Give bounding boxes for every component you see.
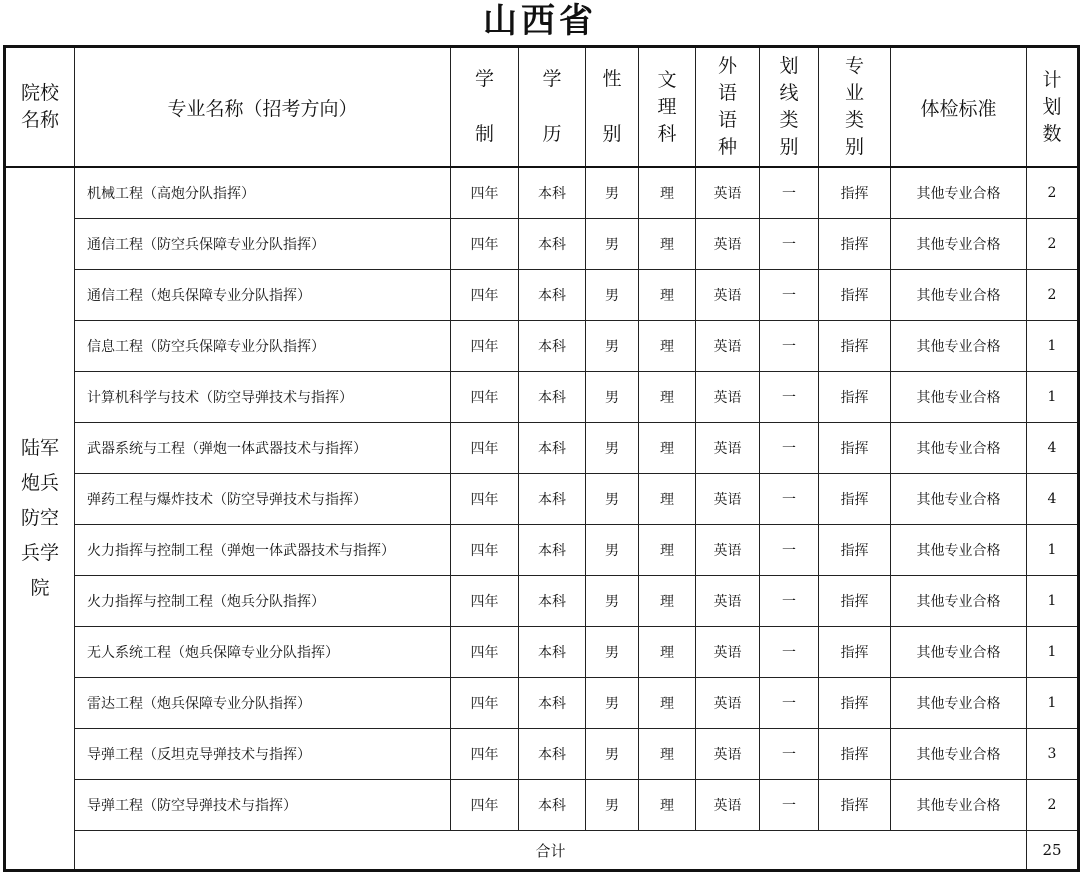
total-value: 25 [1027, 831, 1079, 871]
line-cell: 一 [760, 321, 819, 372]
category-cell: 指挥 [819, 678, 891, 729]
category-cell: 指挥 [819, 780, 891, 831]
table-row [5, 321, 1079, 372]
major-cell: 计算机科学与技术（防空导弹技术与指挥） [75, 372, 451, 423]
language-cell: 英语 [696, 780, 760, 831]
line-cell: 一 [760, 627, 819, 678]
language-cell: 英语 [696, 219, 760, 270]
length-cell: 四年 [451, 321, 519, 372]
school-name-line: 防空 [20, 507, 59, 529]
physical-cell: 其他专业合格 [891, 474, 1027, 525]
subject-cell: 理 [639, 219, 696, 270]
header-length: 学 制 [451, 47, 519, 168]
line-cell: 一 [760, 678, 819, 729]
plan-cell: 1 [1027, 321, 1079, 372]
plan-cell: 1 [1027, 576, 1079, 627]
subject-cell: 理 [639, 627, 696, 678]
school-name-line: 兵学 [20, 542, 59, 564]
degree-cell: 本科 [519, 167, 586, 219]
category-cell: 指挥 [819, 167, 891, 219]
line-cell: 一 [760, 219, 819, 270]
physical-cell: 其他专业合格 [891, 167, 1027, 219]
line-cell: 一 [760, 423, 819, 474]
table-row [5, 423, 1079, 474]
header-category: 专 业 类 别 [819, 47, 891, 168]
gender-cell: 男 [586, 167, 639, 219]
table-row [5, 729, 1079, 780]
language-cell: 英语 [696, 678, 760, 729]
subject-cell: 理 [639, 321, 696, 372]
major-cell: 导弹工程（防空导弹技术与指挥） [75, 780, 451, 831]
gender-cell: 男 [586, 576, 639, 627]
plan-cell: 2 [1027, 167, 1079, 219]
table-row [5, 270, 1079, 321]
plan-cell: 3 [1027, 729, 1079, 780]
degree-cell: 本科 [519, 423, 586, 474]
length-cell: 四年 [451, 780, 519, 831]
subject-cell: 理 [639, 167, 696, 219]
category-cell: 指挥 [819, 576, 891, 627]
category-cell: 指挥 [819, 474, 891, 525]
language-cell: 英语 [696, 729, 760, 780]
plan-cell: 1 [1027, 678, 1079, 729]
category-cell: 指挥 [819, 525, 891, 576]
physical-cell: 其他专业合格 [891, 270, 1027, 321]
subject-cell: 理 [639, 372, 696, 423]
degree-cell: 本科 [519, 576, 586, 627]
language-cell: 英语 [696, 167, 760, 219]
length-cell: 四年 [451, 627, 519, 678]
line-cell: 一 [760, 729, 819, 780]
physical-cell: 其他专业合格 [891, 525, 1027, 576]
gender-cell: 男 [586, 627, 639, 678]
physical-cell: 其他专业合格 [891, 219, 1027, 270]
category-cell: 指挥 [819, 270, 891, 321]
subject-cell: 理 [639, 270, 696, 321]
physical-cell: 其他专业合格 [891, 576, 1027, 627]
degree-cell: 本科 [519, 525, 586, 576]
language-cell: 英语 [696, 525, 760, 576]
table-row [5, 474, 1079, 525]
length-cell: 四年 [451, 270, 519, 321]
header-physical: 体检标准 [891, 47, 1027, 168]
degree-cell: 本科 [519, 372, 586, 423]
header-subject: 文 理 科 [639, 47, 696, 168]
degree-cell: 本科 [519, 678, 586, 729]
major-cell: 机械工程（高炮分队指挥） [75, 167, 451, 219]
gender-cell: 男 [586, 423, 639, 474]
header-gender: 性 别 [586, 47, 639, 168]
degree-cell: 本科 [519, 474, 586, 525]
header-major: 专业名称（招考方向） [75, 47, 451, 168]
gender-cell: 男 [586, 474, 639, 525]
header-degree: 学 历 [519, 47, 586, 168]
school-name-line: 陆军 [20, 437, 59, 459]
length-cell: 四年 [451, 729, 519, 780]
plan-cell: 2 [1027, 780, 1079, 831]
language-cell: 英语 [696, 576, 760, 627]
major-cell: 武器系统与工程（弹炮一体武器技术与指挥） [75, 423, 451, 474]
table-body [5, 167, 1079, 871]
language-cell: 英语 [696, 423, 760, 474]
school-name-cell [5, 167, 75, 871]
header-row [5, 47, 1079, 168]
header-language: 外 语 语 种 [696, 47, 760, 168]
physical-cell: 其他专业合格 [891, 729, 1027, 780]
length-cell: 四年 [451, 474, 519, 525]
length-cell: 四年 [451, 372, 519, 423]
table-row [5, 219, 1079, 270]
physical-cell: 其他专业合格 [891, 678, 1027, 729]
length-cell: 四年 [451, 219, 519, 270]
header-plan: 计 划 数 [1027, 47, 1079, 168]
physical-cell: 其他专业合格 [891, 423, 1027, 474]
header-school: 院校 名称 [5, 47, 75, 168]
gender-cell: 男 [586, 780, 639, 831]
table-row [5, 167, 1079, 219]
line-cell: 一 [760, 270, 819, 321]
physical-cell: 其他专业合格 [891, 780, 1027, 831]
page-title: 山西省 [483, 1, 597, 41]
line-cell: 一 [760, 474, 819, 525]
gender-cell: 男 [586, 372, 639, 423]
category-cell: 指挥 [819, 219, 891, 270]
major-cell: 火力指挥与控制工程（弹炮一体武器技术与指挥） [75, 525, 451, 576]
line-cell: 一 [760, 576, 819, 627]
plan-cell: 4 [1027, 474, 1079, 525]
degree-cell: 本科 [519, 270, 586, 321]
physical-cell: 其他专业合格 [891, 372, 1027, 423]
subject-cell: 理 [639, 576, 696, 627]
table-row [5, 576, 1079, 627]
total-label: 合计 [75, 831, 1027, 871]
school-name-line: 炮兵 [20, 472, 59, 494]
category-cell: 指挥 [819, 372, 891, 423]
gender-cell: 男 [586, 678, 639, 729]
plan-cell: 2 [1027, 270, 1079, 321]
length-cell: 四年 [451, 576, 519, 627]
admission-plan-table [3, 45, 1080, 872]
subject-cell: 理 [639, 525, 696, 576]
plan-cell: 4 [1027, 423, 1079, 474]
degree-cell: 本科 [519, 219, 586, 270]
language-cell: 英语 [696, 372, 760, 423]
total-row [5, 831, 1079, 871]
line-cell: 一 [760, 167, 819, 219]
degree-cell: 本科 [519, 627, 586, 678]
language-cell: 英语 [696, 270, 760, 321]
table-row [5, 678, 1079, 729]
table-row [5, 780, 1079, 831]
line-cell: 一 [760, 372, 819, 423]
major-cell: 弹药工程与爆炸技术（防空导弹技术与指挥） [75, 474, 451, 525]
table-row [5, 627, 1079, 678]
major-cell: 信息工程（防空兵保障专业分队指挥） [75, 321, 451, 372]
length-cell: 四年 [451, 525, 519, 576]
degree-cell: 本科 [519, 729, 586, 780]
plan-cell: 1 [1027, 525, 1079, 576]
gender-cell: 男 [586, 219, 639, 270]
table-row [5, 372, 1079, 423]
major-cell: 通信工程（炮兵保障专业分队指挥） [75, 270, 451, 321]
gender-cell: 男 [586, 270, 639, 321]
plan-cell: 1 [1027, 372, 1079, 423]
subject-cell: 理 [639, 780, 696, 831]
major-cell: 导弹工程（反坦克导弹技术与指挥） [75, 729, 451, 780]
category-cell: 指挥 [819, 729, 891, 780]
gender-cell: 男 [586, 525, 639, 576]
major-cell: 通信工程（防空兵保障专业分队指挥） [75, 219, 451, 270]
table-row [5, 525, 1079, 576]
plan-cell: 2 [1027, 219, 1079, 270]
length-cell: 四年 [451, 423, 519, 474]
length-cell: 四年 [451, 678, 519, 729]
category-cell: 指挥 [819, 423, 891, 474]
major-cell: 无人系统工程（炮兵保障专业分队指挥） [75, 627, 451, 678]
language-cell: 英语 [696, 627, 760, 678]
degree-cell: 本科 [519, 321, 586, 372]
school-name-line: 院 [30, 577, 50, 599]
length-cell: 四年 [451, 167, 519, 219]
major-cell: 雷达工程（炮兵保障专业分队指挥） [75, 678, 451, 729]
language-cell: 英语 [696, 321, 760, 372]
category-cell: 指挥 [819, 321, 891, 372]
physical-cell: 其他专业合格 [891, 321, 1027, 372]
subject-cell: 理 [639, 474, 696, 525]
major-cell: 火力指挥与控制工程（炮兵分队指挥） [75, 576, 451, 627]
subject-cell: 理 [639, 678, 696, 729]
language-cell: 英语 [696, 474, 760, 525]
plan-cell: 1 [1027, 627, 1079, 678]
line-cell: 一 [760, 525, 819, 576]
gender-cell: 男 [586, 321, 639, 372]
gender-cell: 男 [586, 729, 639, 780]
physical-cell: 其他专业合格 [891, 627, 1027, 678]
header-line: 划 线 类 别 [760, 47, 819, 168]
degree-cell: 本科 [519, 780, 586, 831]
subject-cell: 理 [639, 423, 696, 474]
line-cell: 一 [760, 780, 819, 831]
subject-cell: 理 [639, 729, 696, 780]
category-cell: 指挥 [819, 627, 891, 678]
